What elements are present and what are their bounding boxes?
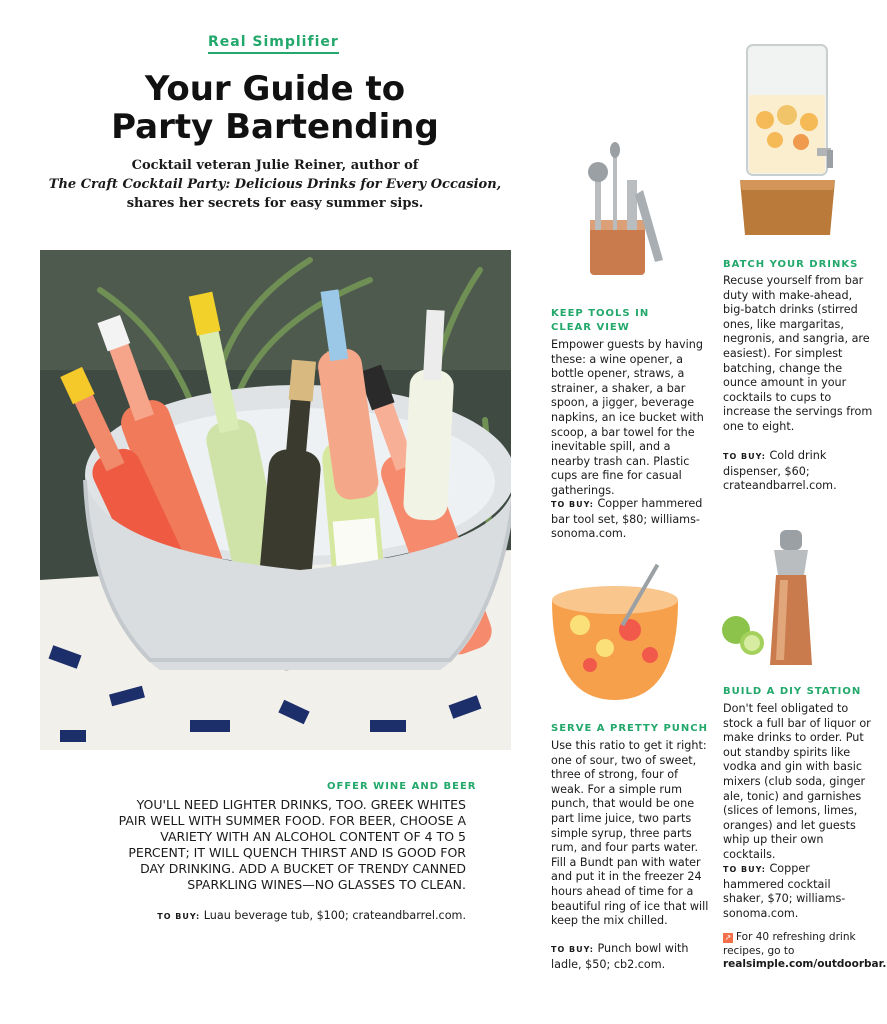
to-buy-label: TO BUY: [551,945,594,954]
drink-dispenser-photo [735,40,845,240]
wine-to-buy [110,909,466,925]
wine-tub-illustration [40,250,511,750]
deck-line-1: Cocktail veteran Julie Reiner, author of [131,158,419,173]
deck-line-2 [40,175,510,194]
punch-to-buy [551,942,711,972]
diy-section-body: Don't feel obligated to stock a full bar of liquor or make drinks to order. Put out standby spirits like vodka and gin with basic mixers (club soda, ginger ale, tonic) and garnishes (slices of lemons, limes, oranges) and let guests whip up their own cocktails. [723,702,871,861]
tools-section-body: Empower guests by having these: a wine opener, a bottle opener, straws, a strainer, a shaker, a bar spoon, a jigger, beverage napkins, an ice bucket with scoop, a bar towel for the inevitable spill, and a nearby trash can. Plastic cups are fine for casual gatherings. [551,338,704,497]
recipes-footnote [723,931,887,972]
book-title: The Craft Cocktail Party: Delicious Drinks for Every Occasion, [48,177,502,192]
page-title-line-2: Party Bartending [111,107,439,147]
tools-to-buy-text: Copper hammered bar tool set, $80; williams-sonoma.com. [551,497,703,541]
batch-to-buy-text: Cold drink dispenser, $60; crateandbarrel.com. [723,449,837,493]
diy-section-heading: BUILD A DIY STATION [723,686,862,697]
cocktail-shaker-photo [718,525,828,670]
punch-bowl-photo [550,560,680,710]
page-title-line-1: Your Guide to [144,69,406,109]
footnote-text: For 40 refreshing drink recipes, go to [723,931,856,957]
drink-dispenser-illustration [735,40,845,240]
to-buy-label: TO BUY: [723,865,766,874]
punch-to-buy-text: Punch bowl with ladle, $50; cb2.com. [551,942,689,971]
diy-to-buy [723,862,873,921]
tools-heading-line-1: KEEP TOOLS IN [551,308,650,319]
tools-section-heading [551,307,711,335]
punch-bowl-illustration [550,560,680,710]
wine-section-heading: OFFER WINE AND BEER [327,781,477,792]
to-buy-label: TO BUY: [551,500,594,509]
wine-section-body: YOU'LL NEED LIGHTER DRINKS, TOO. GREEK WHITES PAIR WELL WITH SUMMER FOOD. FOR BEER, CHOOSE A VARIETY WITH AN ALCOHOL CONTENT OF 4 TO 5 PERCENT; IT WILL QUENCH THIRST AND IS GOOD FOR DAY DRINKING. ADD A BUCKET OF TRENDY CANNED SPARKLING WINES—NO GLASSES TO CLEAN. [118,797,466,892]
tools-heading-line-2: CLEAR VIEW [551,322,630,333]
wine-to-buy-text: Luau beverage tub, $100; crateandbarrel.com. [203,909,466,922]
batch-section-body: Recuse yourself from bar duty with make-ahead, big-batch drinks (stirred ones, like margaritas, negronis, and sangria, are easiest). For simplest batching, change the ounce amount in your cocktails to cups to increase the servings from one to eight. [723,274,873,433]
batch-to-buy [723,449,873,494]
section-kicker: Real Simplifier [208,34,339,54]
deck-line-3: shares her secrets for easy summer sips. [126,196,424,211]
deck [40,156,510,213]
tools-to-buy [551,497,711,542]
diy-to-buy-text: Copper hammered cocktail shaker, $70; williams-sonoma.com. [723,862,846,920]
arrow-icon: ↗ [724,933,732,942]
bar-tool-set-photo [575,140,675,280]
to-buy-label: TO BUY: [157,912,201,921]
wine-tub-photo [40,250,511,750]
batch-section-heading: BATCH YOUR DRINKS [723,259,859,270]
to-buy-label: TO BUY: [723,452,766,461]
punch-section-heading: SERVE A PRETTY PUNCH [551,723,708,734]
punch-section-body: Use this ratio to get it right: one of sour, two of sweet, three of strong, four of weak. For a simple rum punch, that would be one part lime juice, two parts simple syrup, three parts rum, and four parts water. Fill a Bundt pan with water and put it in the freezer 24 hours ahead of time for a beautiful ring of ice that will keep the mix chilled. [551,739,709,928]
footnote-link[interactable]: realsimple.com/outdoorbar. [723,958,887,970]
page-title [60,70,490,146]
bar-tool-set-illustration [575,140,675,280]
cocktail-shaker-illustration [718,525,828,670]
